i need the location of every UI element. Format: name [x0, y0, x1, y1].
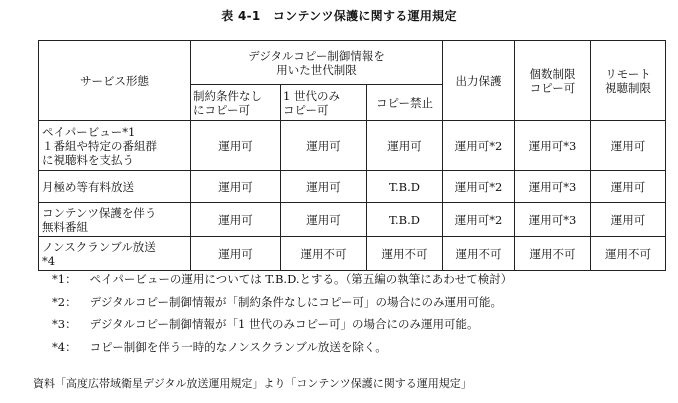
footnote-text: コピー制御を伴う一時的なノンスクランブル放送を除く。 [89, 339, 387, 354]
table-title: 表 4-1 コンテンツ保護に関する運用規定 [221, 9, 457, 23]
value-cell: 運用可*2 [443, 121, 515, 171]
footnote-text: ペイパービューの運用については T.B.D.とする。（第五編の執筆にあわせて検討） [89, 272, 513, 286]
service-line: 月極め等有料放送 [42, 179, 134, 194]
footnote-mark: *3： [52, 317, 77, 331]
value-cell: 運用可*2 [443, 203, 515, 237]
header-copy-control-line-2: 用いた世代制限 [276, 62, 357, 77]
service-line: １番組や特定の番組群 [42, 138, 157, 153]
header-device-limit [515, 41, 591, 121]
header-device-limit-line-2: コピー可 [529, 80, 576, 95]
source-citation: 資料「高度広帯域衛星デジタル放送運用規定」より「コンテンツ保護に関する運用規定」 [33, 377, 472, 390]
value-cell: 運用可*3 [515, 171, 591, 203]
value-cell: 運用可 [591, 121, 666, 171]
header-device-limit-line-1: 個数制限 [529, 66, 576, 81]
header-copy-free-line-1: 制約条件なし [193, 88, 262, 103]
service-cell [39, 237, 191, 271]
value-cell: 運用可 [281, 171, 367, 203]
table-row [39, 203, 666, 237]
service-line: *4 [42, 253, 56, 268]
service-line: ノンスクランブル放送 [42, 239, 156, 254]
header-copy-once-line-2: コピー可 [283, 102, 329, 117]
service-line: コンテンツ保護を伴う [42, 205, 157, 220]
table-row [39, 237, 666, 271]
value-cell: 運用不可 [281, 237, 367, 271]
value-cell: 運用可 [191, 121, 281, 171]
footnotes [38, 268, 668, 358]
footnote [38, 268, 668, 291]
service-cell [39, 171, 191, 203]
table-row [39, 171, 666, 203]
header-remote-limit-line-1: リモート [605, 66, 651, 81]
regulation-table [38, 40, 666, 271]
service-line: に視聴料を支払う [42, 152, 134, 167]
header-copy-free [191, 85, 281, 121]
service-cell [39, 121, 191, 171]
value-cell: 運用可*3 [515, 121, 591, 171]
header-copy-control-group [191, 41, 443, 85]
value-cell: 運用可 [191, 171, 281, 203]
header-copy-once-line-1: 1 世代のみ [283, 88, 340, 103]
table-row [39, 121, 666, 171]
value-cell: 運用不可 [591, 237, 666, 271]
value-cell: 運用可 [191, 203, 281, 237]
value-cell: T.B.D [367, 203, 443, 237]
footnote-text: デジタルコピー制御情報が「制約条件なしにコピー可」の場合にのみ運用可能。 [89, 294, 503, 309]
value-cell: 運用可*3 [515, 203, 591, 237]
value-cell: 運用可 [281, 121, 367, 171]
value-cell: 運用可 [191, 237, 281, 271]
value-cell: T.B.D [367, 171, 443, 203]
header-copy-control-line-1: デジタルコピー制御情報を [248, 48, 385, 63]
value-cell: 運用可 [281, 203, 367, 237]
header-copy-free-line-2: にコピー可 [193, 102, 251, 117]
header-service-form: サービス形態 [39, 41, 191, 121]
service-cell [39, 203, 191, 237]
value-cell: 運用可 [591, 171, 666, 203]
footnote-mark: *1： [52, 272, 77, 286]
header-output-protect: 出力保護 [443, 41, 515, 121]
value-cell: 運用不可 [443, 237, 515, 271]
header-remote-limit [591, 41, 666, 121]
service-line: ペイパービュー*1 [42, 124, 136, 139]
value-cell: 運用可 [591, 203, 666, 237]
value-cell: 運用可*2 [443, 171, 515, 203]
value-cell: 運用不可 [367, 237, 443, 271]
header-copy-never: コピー禁止 [367, 85, 443, 121]
footnote [38, 313, 668, 336]
footnote-mark: *2： [52, 294, 77, 309]
header-remote-limit-line-2: 視聴制限 [605, 80, 652, 95]
value-cell: 運用可 [367, 121, 443, 171]
header-copy-once [281, 85, 367, 121]
value-cell: 運用不可 [515, 237, 591, 271]
header-row-1 [39, 41, 666, 85]
footnote-mark: *4： [52, 339, 77, 354]
footnote [38, 336, 668, 359]
footnote [38, 291, 668, 314]
service-line: 無料番組 [42, 219, 88, 234]
footnote-text: デジタルコピー制御情報が「1 世代のみコピー可」の場合にのみ運用可能。 [89, 317, 479, 331]
